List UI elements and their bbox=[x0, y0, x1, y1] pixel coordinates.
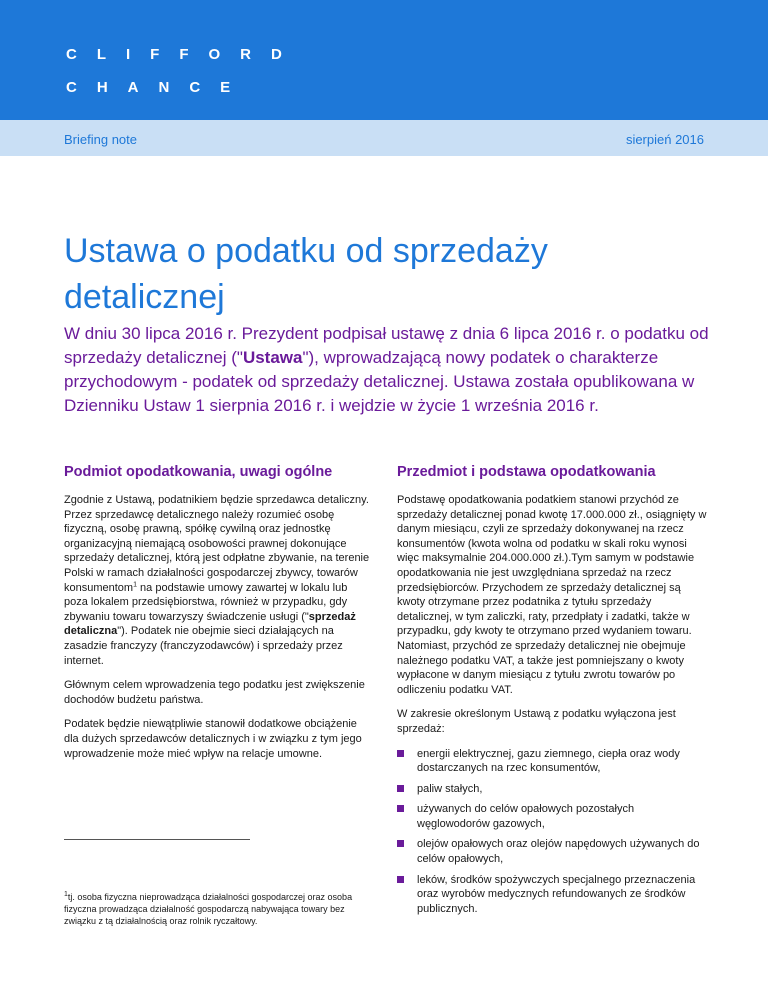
footnote-divider bbox=[64, 839, 250, 840]
left-paragraph-2: Głównym celem wprowadzenia tego podatku jest zwiększenie dochodów budżetu państwa. bbox=[64, 679, 365, 706]
publication-date: sierpień 2016 bbox=[625, 132, 704, 147]
left-paragraph-1 bbox=[64, 493, 374, 668]
list-item bbox=[397, 782, 707, 797]
list-item bbox=[397, 873, 707, 917]
right-paragraph-2: W zakresie określonym Ustawą z podatku wyłączona jest sprzedaż: bbox=[397, 708, 676, 735]
lead-text-1: W dniu 30 lipca 2016 r. Prezydent podpisał ustawę z dnia 6 lipca 2016 r. o podatku od sprzedaży detalicznej (" bbox=[64, 324, 709, 367]
list-item-text: paliw stałych, bbox=[417, 782, 483, 795]
document-title: Ustawa o podatku od sprzedaży detalicznej bbox=[64, 232, 548, 316]
left-paragraph-3: Podatek będzie niewątpliwie stanowił dodatkowe obciążenie dla dużych sprzedawców detalicznych i w związku z tym jego wprowadzenie może mieć wpływ na relacje umowne. bbox=[64, 718, 362, 760]
footnote bbox=[64, 891, 374, 927]
left-p1-text-c: "). Podatek nie obejmie sieci działających na zasadzie franczyzy (franczyzodawców) i sprzedaży przez internet. bbox=[64, 625, 343, 667]
right-paragraph-1: Podstawę opodatkowania podatkiem stanowi przychód ze sprzedaży detalicznej ponad kwotę 17.000.000 zł., osiągnięty w danym miesiącu, czyli ze sprzedaży dokonywanej na rzecz konsumentów (kwota wolna od podatku w skali roku wynosi więc maksymalnie 204.000.000 zł.).Tym samym w podstawie opodatkowania nie jest uwzględniana sprzedaż na rzecz przedsiębiorców. Przychodem ze sprzedaży detalicznej są kwoty otrzymane przez podatnika z tytułu sprzedaży detalicznej, w tym zaliczki, raty, przedpłaty i zadatki, także w przypadku, gdy kwoty te otrzymano przed wydaniem towaru. Natomiast, przychód ze sprzedaży detalicznej nie obejmuje należnego podatku VAT, a także jest pomniejszany o kwoty wypłacone w danym miesiącu z tytułu zwrotu towarów po odliczeniu podatku VAT. bbox=[397, 494, 707, 696]
bullet-square-icon bbox=[397, 750, 404, 757]
logo-line-1: CLIFFORD bbox=[66, 46, 302, 63]
bullet-square-icon bbox=[397, 805, 404, 812]
clifford-chance-logo bbox=[66, 38, 302, 104]
left-p1-text-a: Zgodnie z Ustawą, podatnikiem będzie sprzedawca detaliczny. Przez sprzedawcę detalicznego należy rozumieć osobę fizyczną, osobę prawną, spółkę cywilną oraz jednostkę organizacyjną niemającą osobowości prawnej dokonujące sprzedaży detalicznej, którą jest odpłatne zbywanie, na terenie Polski w ramach działalności gospodarczej zbywcy, towarów konsumentom bbox=[64, 494, 370, 594]
lead-text-2: "), wprowadzającą nowy podatek o charakterze przychodowym - podatek od sprzedaży detalicznej. Ustawa została opublikowana w Dzienniku Ustaw 1 sierpnia 2016 r. i wejdzie w życie 1 września 2016 r. bbox=[64, 348, 695, 415]
logo-line-2: CHANCE bbox=[66, 79, 251, 96]
list-item bbox=[397, 747, 707, 776]
bullet-square-icon bbox=[397, 876, 404, 883]
right-heading: Przedmiot i podstawa opodatkowania bbox=[397, 464, 656, 480]
briefing-note-label: Briefing note bbox=[64, 132, 137, 147]
lead-bold-ustawa: Ustawa bbox=[242, 348, 303, 367]
footnote-text: tj. osoba fizyczna nieprowadząca działalności gospodarczej oraz osoba fizyczna prowadząca działalność gospodarczą nabywająca towary bez związku z tą działalnością oraz rolnik ryczałtowy. bbox=[64, 892, 353, 926]
list-item bbox=[397, 837, 707, 866]
left-heading: Podmiot opodatkowania, uwagi ogólne bbox=[64, 464, 333, 480]
list-item-text: leków, środków spożywczych specjalnego przeznaczenia oraz wyrobów medycznych refundowanych ze środków publicznych. bbox=[417, 873, 696, 915]
header-band bbox=[0, 0, 768, 120]
left-column bbox=[64, 463, 374, 771]
lead-paragraph bbox=[64, 322, 714, 418]
bullet-square-icon bbox=[397, 785, 404, 792]
footnote-number: 1 bbox=[64, 891, 68, 898]
right-column bbox=[397, 463, 707, 922]
left-p1-bold: sprzedaż detaliczna bbox=[64, 610, 356, 638]
footnote-ref: 1 bbox=[133, 580, 137, 588]
list-item-text: olejów opałowych oraz olejów napędowych używanych do celów opałowych, bbox=[417, 838, 700, 866]
bullet-square-icon bbox=[397, 840, 404, 847]
exclusion-list bbox=[397, 747, 707, 917]
left-p1-text-b: na podstawie umowy zawartej w lokalu lub poza lokalem przedsiębiorstwa, również w przypadku, gdy zbywaniu towaru towarzyszy świadczenie usługi (" bbox=[64, 581, 348, 623]
list-item-text: używanych do celów opałowych pozostałych węglowodorów gazowych, bbox=[417, 803, 635, 830]
sub-header-band bbox=[0, 120, 768, 156]
list-item-text: energii elektrycznej, gazu ziemnego, ciepła oraz wody dostarczanych na rzec konsumentów, bbox=[417, 747, 680, 775]
list-item bbox=[397, 802, 707, 831]
